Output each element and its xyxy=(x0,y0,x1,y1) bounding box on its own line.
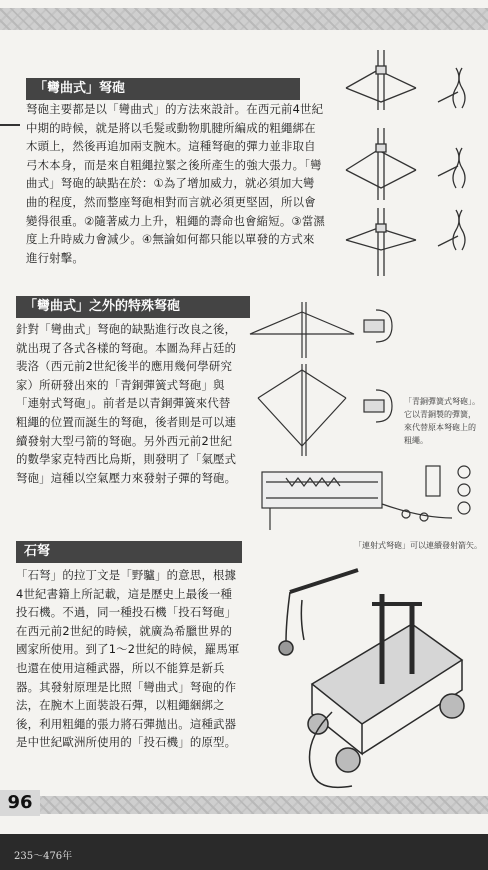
onager-illustration xyxy=(262,564,486,796)
bending-ballista-diagram xyxy=(338,40,484,280)
ballista-frame-3 xyxy=(346,208,416,276)
decorative-bottom-band xyxy=(40,796,488,814)
caption-bronze-spring: 「青銅彈簧式弩砲」。它以青銅製的彈簧，來代替原本弩砲上的粗繩。 xyxy=(404,397,480,445)
ballista-frame-2 xyxy=(346,128,416,200)
twisted-rope-details xyxy=(438,68,465,250)
repeating-ballista-diagram xyxy=(256,458,486,538)
margin-rule xyxy=(0,124,20,126)
section-heading-bending-ballista: 「彎曲式」弩砲 xyxy=(26,78,300,100)
section-body-bending-ballista: 弩砲主要都是以「彎曲式」的方法來設計。在西元前4世紀中期的時候，就是將以毛髮或動物肌腱所編成的粗繩綁在木頭上，然後再追加兩支腕木。這種弩砲的彈力並非取自弓木本身，而是來自粗繩拉緊之後所產生的強大張力。「彎曲式」弩砲的缺點在於：①為了增加威力，就必須加大彎曲的程度，然而整座弩砲相對而言就必須更堅固，所以會變得很重。②隨著威力上升，粗繩的壽命也會縮短。③當濕度上升時威力會減少。④無論如何都只能以單發的方式來進行射擊。 xyxy=(26,102,325,265)
section-body-onager: 「石弩」的拉丁文是「野驢」的意思，根據4世紀書籍上所記載，這是歷史上最後一種投石機。不過，同一種投石機「投石弩砲」在西元前2世紀的時候，就廣為希臘世界的國家所使用。到了1～2世紀的時候，羅馬軍也還在使用這種武器，所以不能算是新兵器。其發射原理是比照「彎曲式」弩砲的作法，在腕木上面裝設石彈，以粗繩綑綁之後，利用粗繩的張力將石彈拋出。這種武器是中世紀歐洲所使用的「投石機」的原型。 xyxy=(16,568,240,750)
decorative-top-band xyxy=(0,8,488,30)
section-heading-special-ballista: 「彎曲式」之外的特殊弩砲 xyxy=(16,296,250,318)
section-heading-onager: 石弩 xyxy=(16,541,242,563)
ballista-frame-1 xyxy=(346,50,416,110)
next-page-header-strip xyxy=(0,834,488,870)
page-number: 96 xyxy=(0,790,40,816)
footer-date-range: 235～476年 xyxy=(14,851,73,862)
bronze-spring-ballista-diagram xyxy=(246,298,406,458)
section-body-special-ballista: 針對「彎曲式」弩砲的缺點進行改良之後，就出現了各式各樣的弩砲。本圖為拜占廷的裴洛（西元前2世紀後半的應用幾何學研究家）所研發出來的「青銅彈簧式弩砲」與「連射式弩砲」。前者是以青銅彈簧來代替粗繩的位置而誕生的弩砲，後者則是可以連續發射大型弓箭的弩砲。另外西元前2世紀的數學家克特西比烏斯，則發明了「氣壓式弩砲」這種以空氣壓力來發射子彈的弩砲。 xyxy=(16,322,237,485)
caption-repeating-ballista: 「連射式弩砲」可以連續發射箭矢。 xyxy=(354,541,482,550)
